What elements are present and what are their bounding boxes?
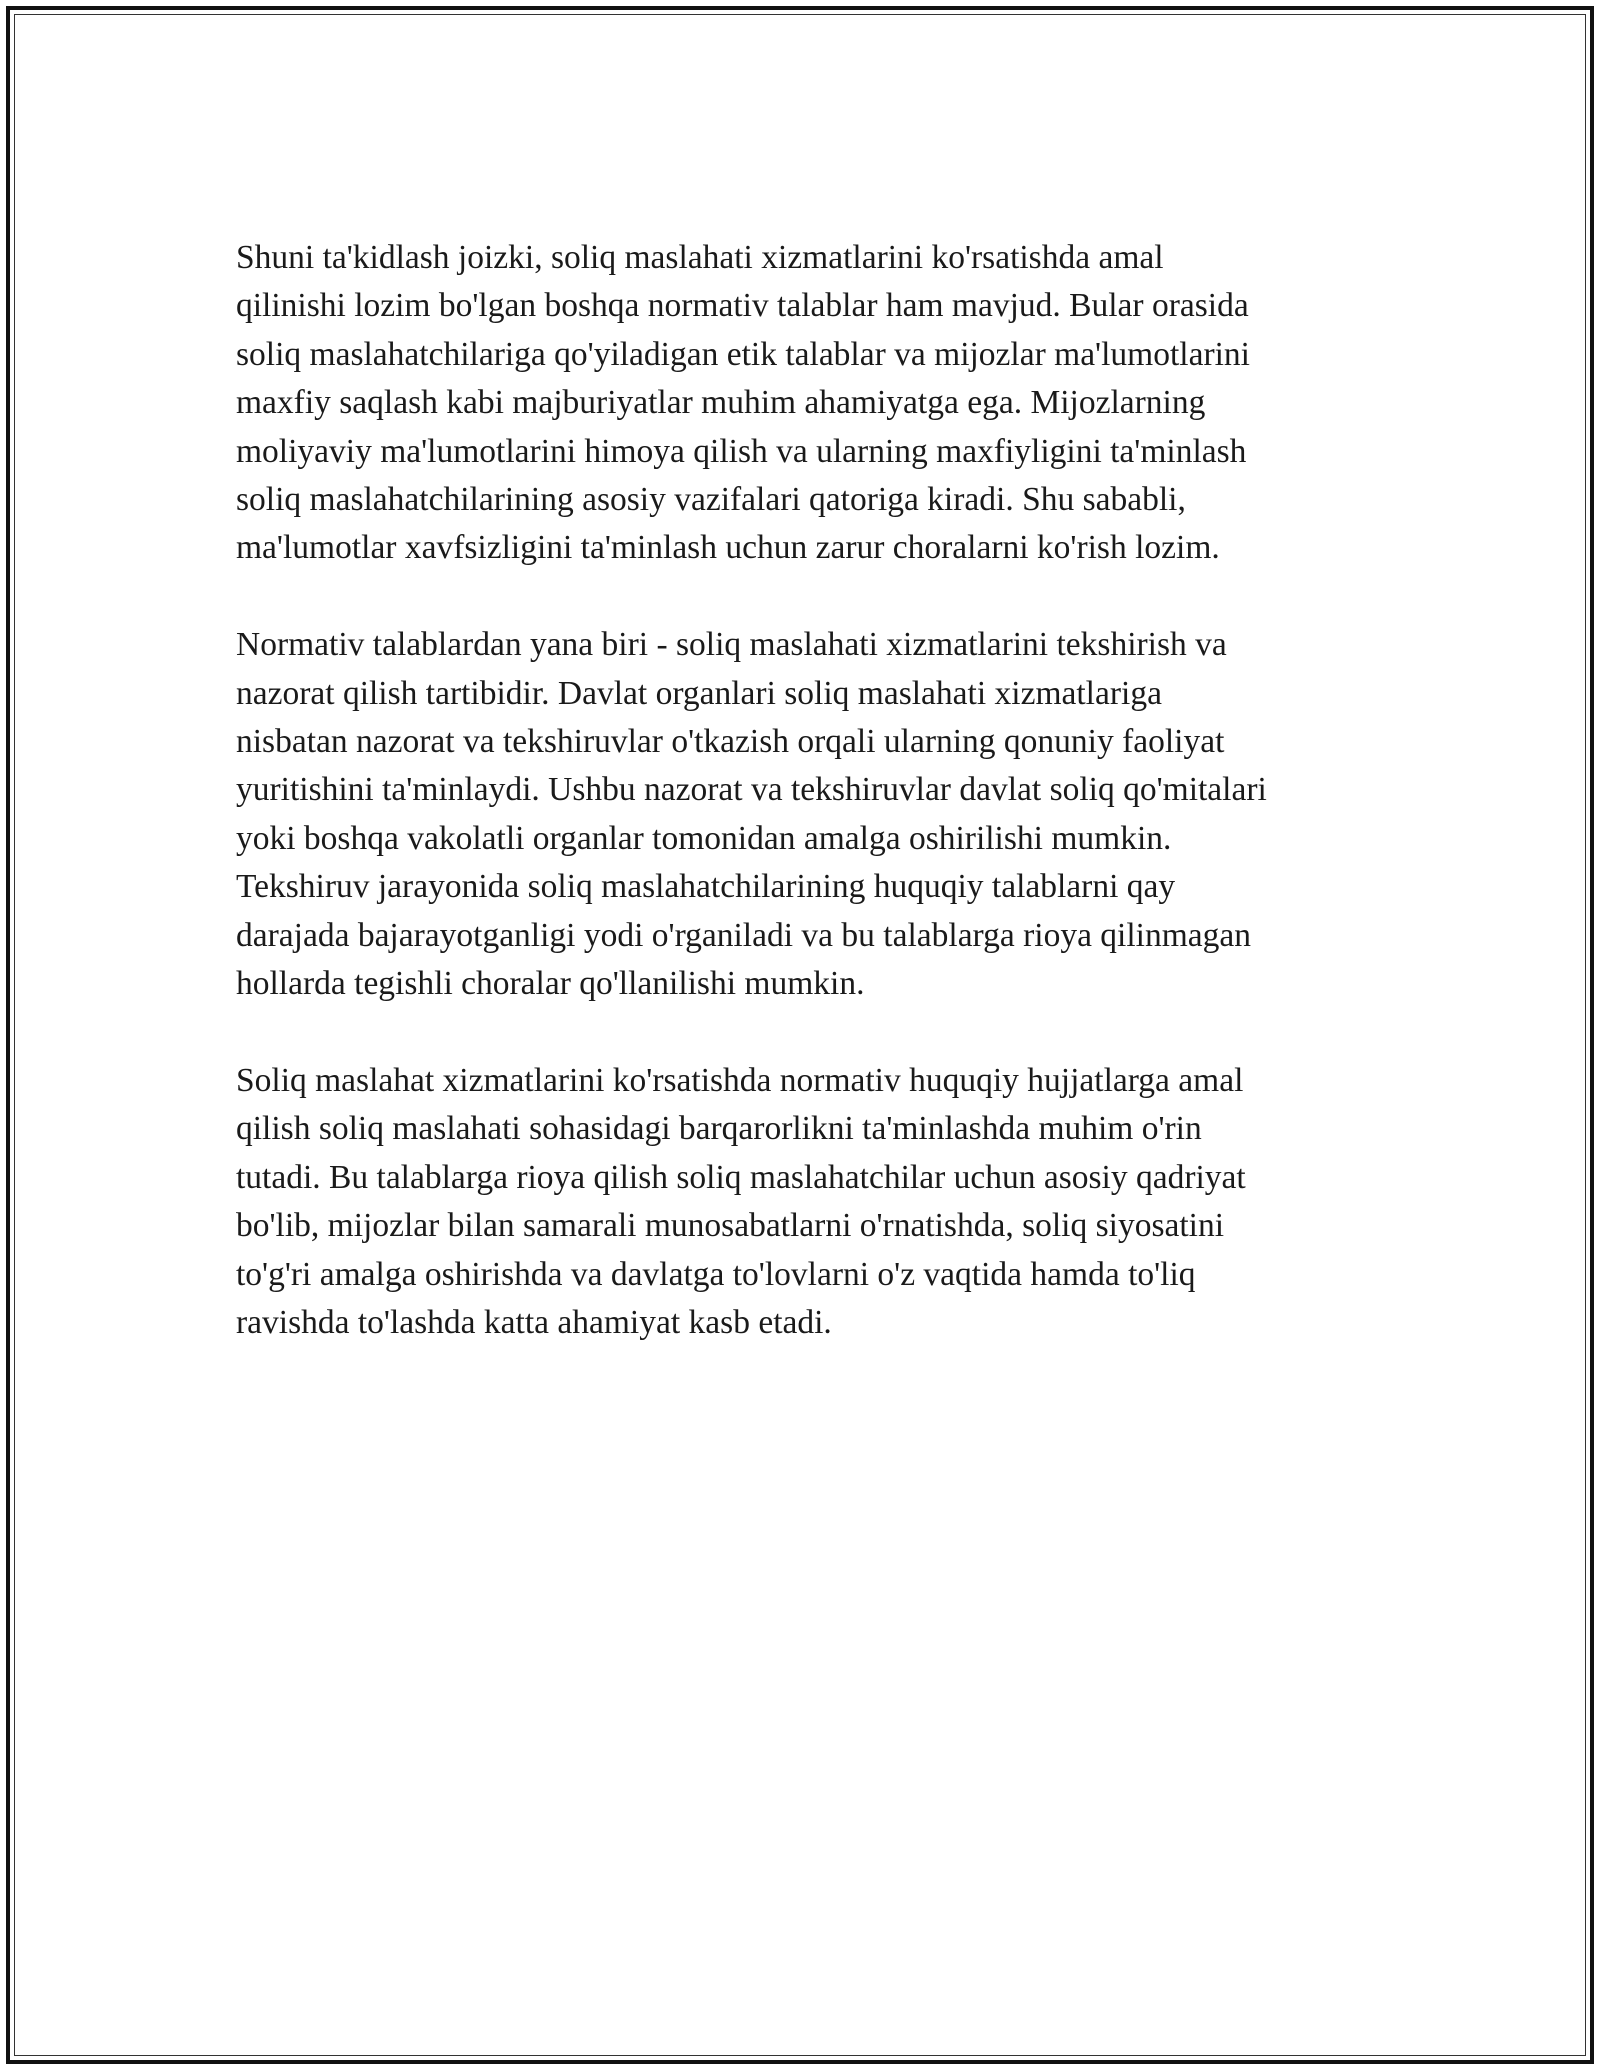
- document-body: [236, 234, 1396, 1396]
- text-line: Shuni ta'kidlash joizki, soliq maslahati xizmatlarini ko'rsatishda amal: [236, 239, 1164, 276]
- text-line: Tekshiruv jarayonida soliq maslahatchilarining huquqiy talablarni qay: [236, 868, 1176, 906]
- text-line: yoki boshqa vakolatli organlar tomonidan amalga oshirilishi mumkin.: [236, 819, 1172, 857]
- paragraph-1: [236, 234, 1396, 573]
- text-line: yuritishini ta'minlaydi. Ushbu nazorat va tekshiruvlar davlat soliq qo'mitalari: [236, 771, 1267, 809]
- text-line: maxfiy saqlash kabi majburiyatlar muhim ahamiyatga ega. Mijozlarning: [236, 384, 1206, 422]
- text-line: to'g'ri amalga oshirishda va davlatga to'lovlarni o'z vaqtida hamda to'liq: [236, 1255, 1196, 1293]
- text-line: tutadi. Bu talablarga rioya qilish soliq maslahatchilar uchun asosiy qadriyat: [236, 1158, 1246, 1196]
- paragraph-2: [236, 621, 1396, 1008]
- text-line: Normativ talablardan yana biri - soliq maslahati xizmatlarini tekshirish va: [236, 626, 1227, 664]
- text-line: nisbatan nazorat va tekshiruvlar o'tkazish orqali ularning qonuniy faoliyat: [236, 723, 1225, 761]
- text-line: qilish soliq maslahati sohasidagi barqarorlikni ta'minlashda muhim o'rin: [236, 1110, 1202, 1148]
- text-line: nazorat qilish tartibidir. Davlat organlari soliq maslahati xizmatlariga: [236, 674, 1162, 712]
- text-line: hollarda tegishli choralar qo'llanilishi mumkin.: [236, 965, 865, 1003]
- text-line: soliq maslahatchilarining asosiy vazifalari qatoriga kiradi. Shu sababli,: [236, 481, 1186, 519]
- text-line: bo'lib, mijozlar bilan samarali munosabatlarni o'rnatishda, soliq siyosatini: [236, 1207, 1225, 1245]
- text-line: ravishda to'lashda katta ahamiyat kasb etadi.: [236, 1303, 832, 1341]
- text-line: moliyaviy ma'lumotlarini himoya qilish va ularning maxfiyligini ta'minlash: [236, 432, 1247, 470]
- text-line: ma'lumotlar xavfsizligini ta'minlash uchun zarur choralarni ko'rish lozim.: [236, 529, 1220, 567]
- text-line: Soliq maslahat xizmatlarini ko'rsatishda normativ huquqiy hujjatlarga amal: [236, 1061, 1244, 1099]
- text-line: qilinishi lozim bo'lgan boshqa normativ talablar ham mavjud. Bular orasida: [236, 287, 1249, 325]
- text-line: darajada bajarayotganligi yodi o'rganiladi va bu talablarga rioya qilinmagan: [236, 916, 1252, 954]
- text-line: soliq maslahatchilariga qo'yiladigan etik talablar va mijozlar ma'lumotlarini: [236, 335, 1250, 373]
- paragraph-3: [236, 1057, 1396, 1347]
